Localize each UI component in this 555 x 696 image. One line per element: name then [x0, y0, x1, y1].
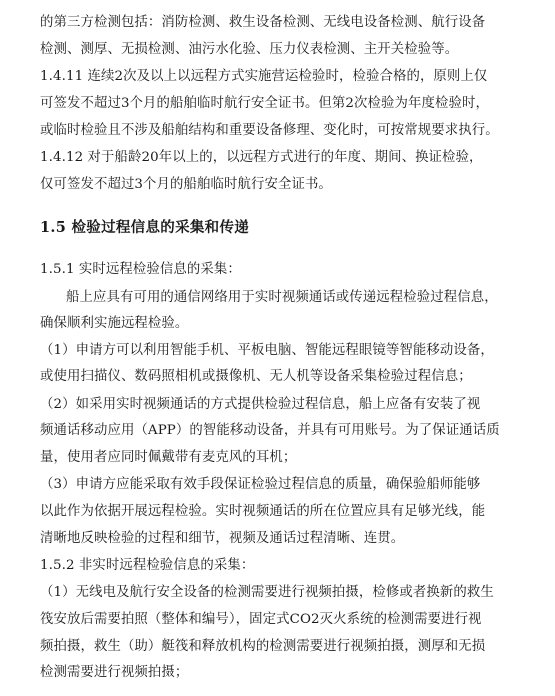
text-line: 检测、测厚、无损检测、油污水化验、压力仪表检测、主开关检验等。 — [40, 42, 459, 57]
list-item: （3）申请方应能采取有效手段保证检验过程信息的质量，确保验船师能够 — [40, 477, 481, 492]
text-line: 的第三方检测包括：消防检测、救生设备检测、无线电设备检测、航行设备 — [40, 15, 486, 30]
text-line: 仅可签发不超过3个月的船舶临时航行安全证书。 — [40, 177, 332, 192]
text-line: 确保顺利实施远程检验。 — [40, 316, 189, 331]
text-line: 1.4.11 连续2次及以上以远程方式实施营运检验时，检验合格的，原则上仅 — [40, 69, 488, 84]
text-line: 检测需要进行视频拍摄； — [40, 665, 189, 680]
text-line: 频通话移动应用（APP）的智能移动设备，并具有可用账号。为了保证通话质 — [40, 423, 500, 438]
text-line: 或临时检验且不涉及船舶结构和重要设备修理、变化时，可按常规要求执行。 — [40, 123, 499, 138]
list-item: （2）如采用实时视频通话的方式提供检验过程信息，船上应备有安装了视 — [40, 397, 481, 412]
list-item: （1）无线电及航行安全设备的检测需要进行视频拍摄，检修或者换新的救生 — [40, 585, 494, 600]
subsection-heading: 1.5.2 非实时远程检验信息的采集： — [40, 558, 255, 573]
text-line: 船上应具有可用的通信网络用于实时视频通话或传递远程检验过程信息， — [66, 290, 498, 305]
text-line: 以此作为依据开展远程检验。实时视频通话的所在位置应具有足够光线，能 — [40, 504, 486, 519]
subsection-heading: 1.5.1 实时远程检验信息的采集： — [40, 262, 241, 277]
list-item: （1）申请方可以利用智能手机、平板电脑、智能远程眼镜等智能移动设备， — [40, 343, 494, 358]
text-line: 1.4.12 对于船龄20年以上的，以远程方式进行的年度、期间、换证检验， — [40, 150, 483, 165]
text-line: 量，使用者应同时佩戴带有麦克风的耳机； — [40, 450, 297, 465]
section-heading: 1.5 检验过程信息的采集和传递 — [40, 219, 250, 236]
text-line: 可签发不超过3个月的船舶临时航行安全证书。但第2次检验为年度检验时， — [40, 96, 489, 111]
text-line: 频拍摄，救生（助）艇筏和释放机构的检测需要进行视频拍摄，测厚和无损 — [40, 639, 486, 654]
text-line: 清晰地反映检验的过程和细节，视频及通话过程清晰、连贯。 — [40, 531, 405, 546]
text-line: 或使用扫描仪、数码照相机或摄像机、无人机等设备采集检验过程信息； — [40, 369, 472, 384]
text-line: 筏安放后需要拍照（整体和编号），固定式CO2灭火系统的检测需要进行视 — [40, 612, 482, 627]
